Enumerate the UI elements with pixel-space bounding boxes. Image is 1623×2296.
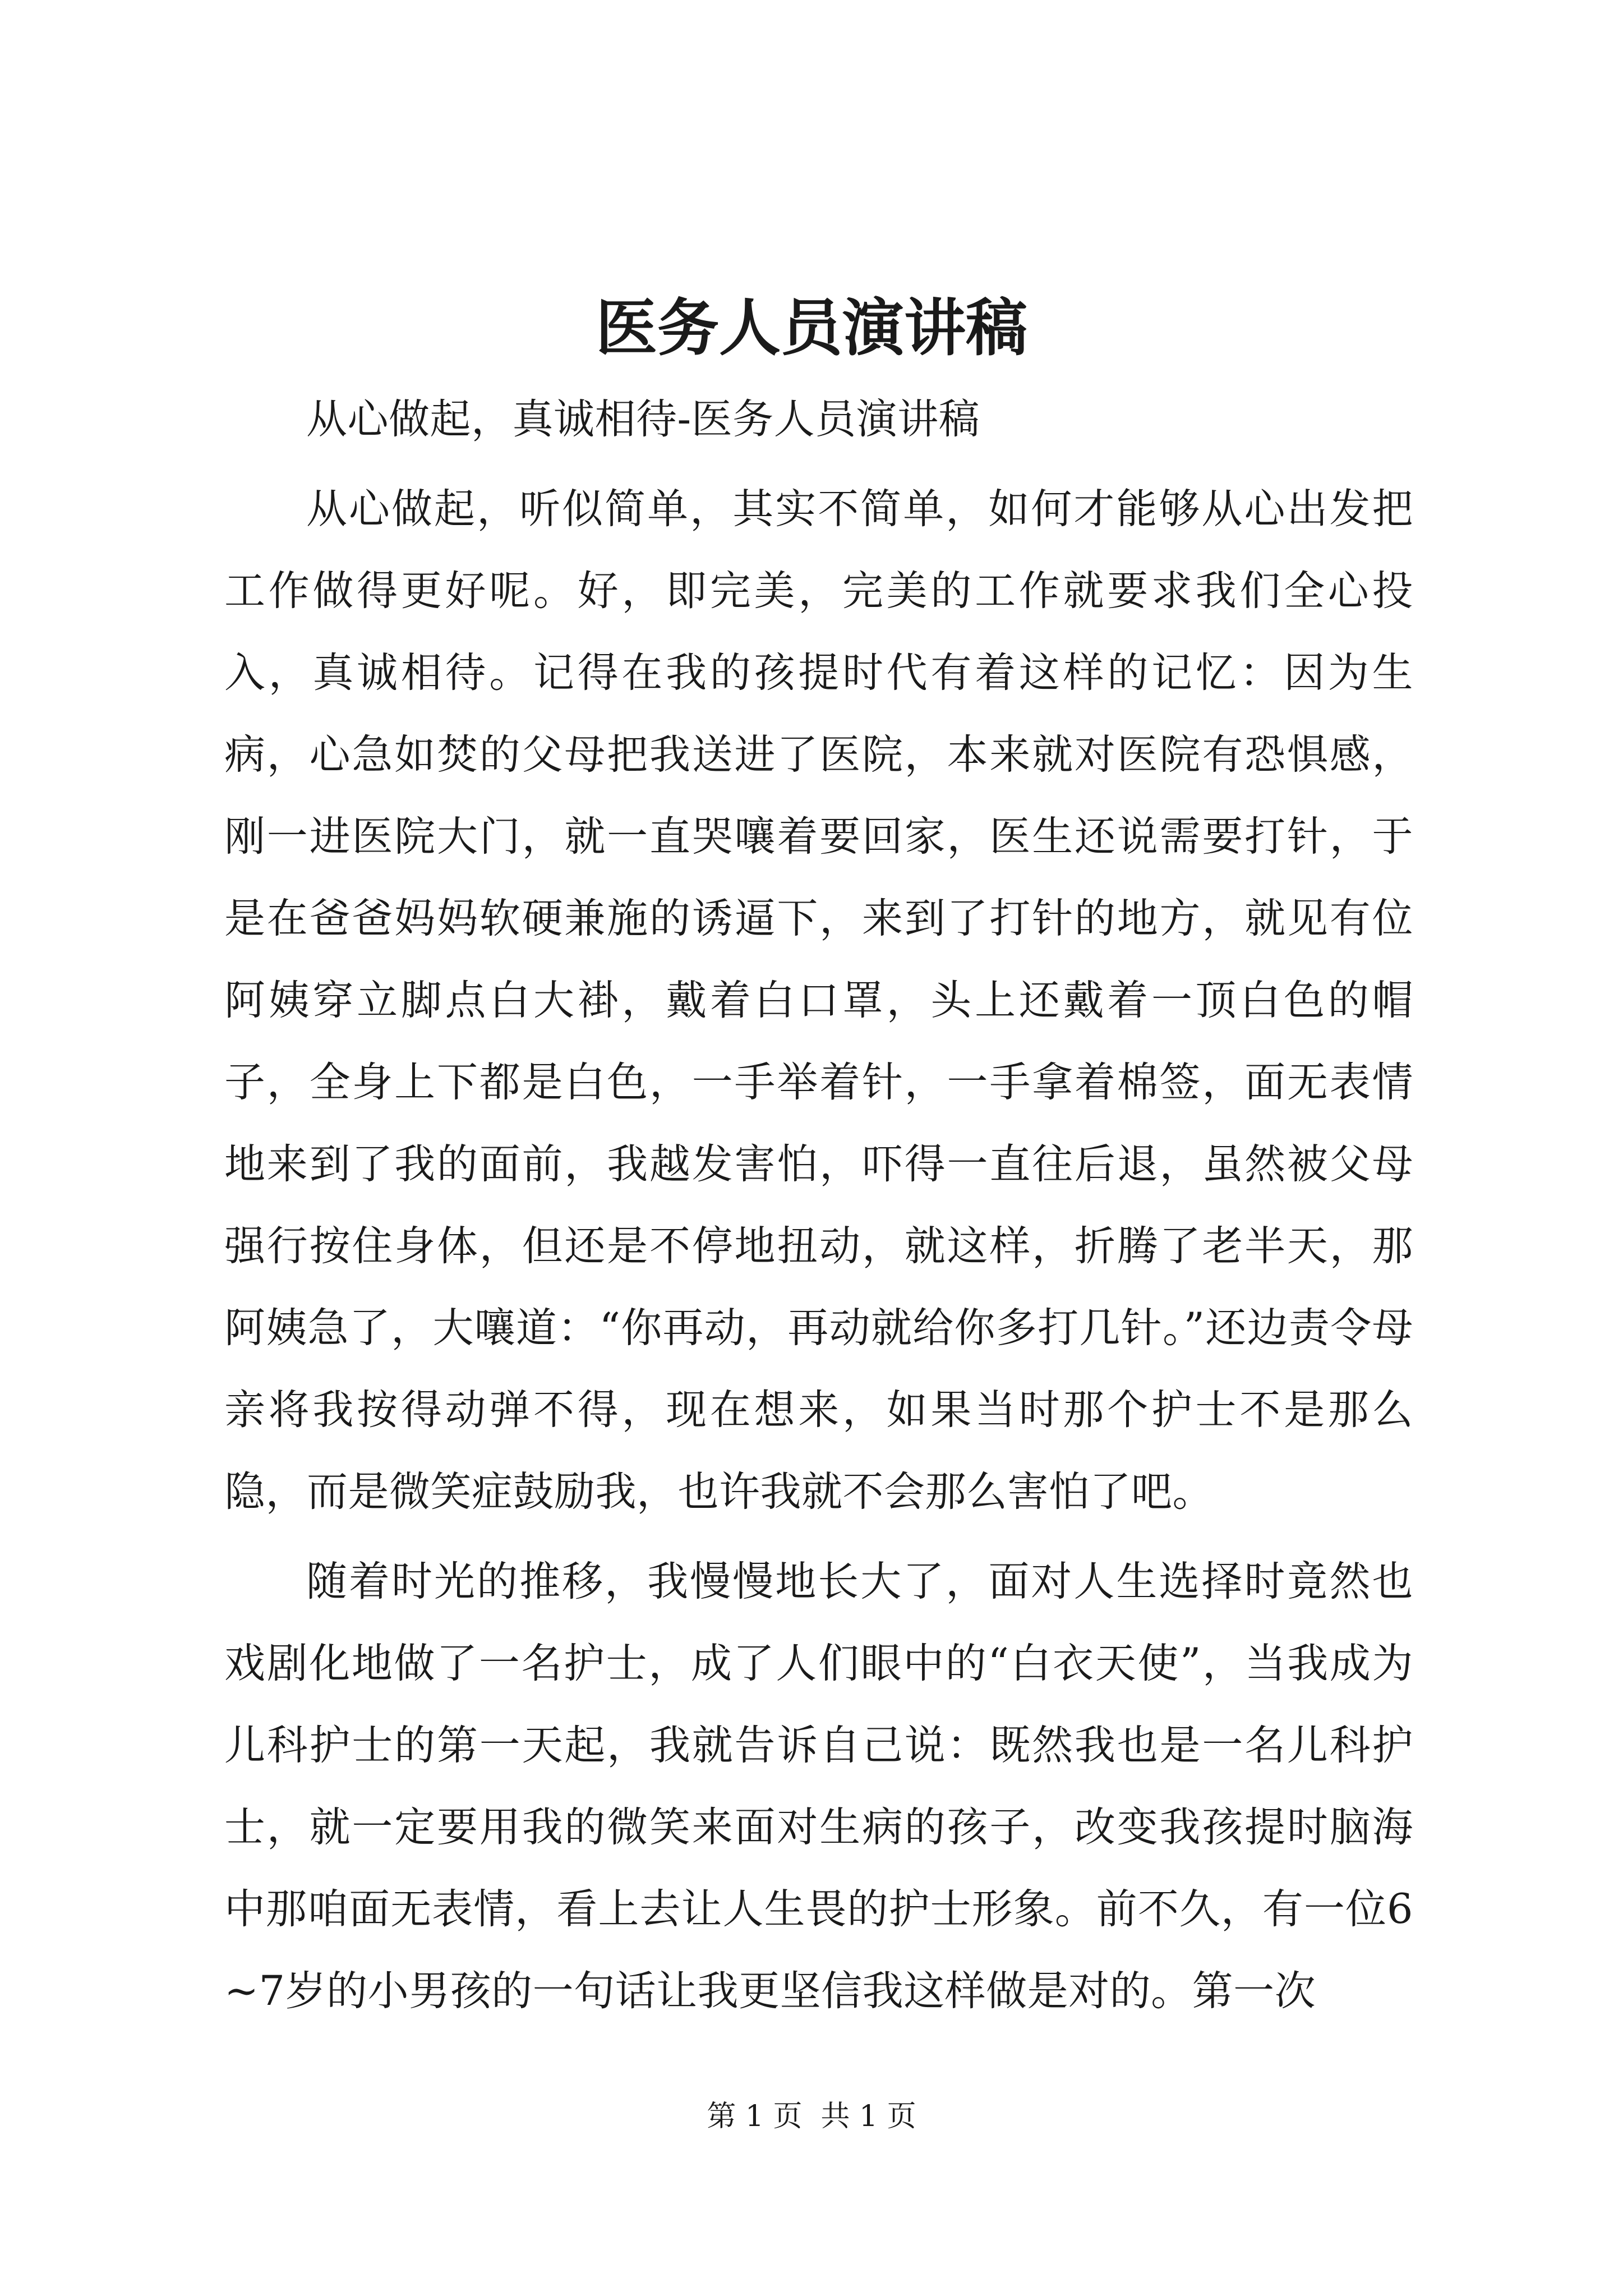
- body-paragraph: 随着时光的推移，我慢慢地长大了，面对人生选择时竟然也戏剧化地做了一名护士，成了人们眼中的“白衣天使”，当我成为儿科护士的第一天起，我就告诉自己说：既然我也是一名儿科护士，就一定要用我的微笑来面对生病的孩子，改变我孩提时脑海中那咱面无表情，看上去让人生畏的护士形象。前不久，有一位6~7岁的小男孩的一句话让我更坚信我这样做是对的。第一次: [224, 1558, 1413, 2015]
- page-footer: [0, 2097, 1623, 2136]
- body-paragraph: 从心做起，听似简单，其实不简单，如何才能够从心出发把工作做得更好呢。好，即完美，完美的工作就要求我们全心投入，真诚相待。记得在我的孩提时代有着这样的记忆：因为生病，心急如焚的父母把我送进了医院，本来就对医院有恐惧感，刚一进医院大门，就一直哭嚷着要回家，医生还说需要打针，于是在爸爸妈妈软硬兼施的诱逼下，来到了打针的地方，就见有位阿姨穿立脚点白大褂，戴着白口罩，头上还戴着一顶白色的帽子，全身上下都是白色，一手举着针，一手拿着棉签，面无表情地来到了我的面前，我越发害怕，吓得一直往后退，虽然被父母强行按住身体，但还是不停地扭动，就这样，折腾了老半天，那阿姨急了，大嚷道：“你再动，再动就给你多打几针。”还边责令母亲将我按得动弹不得，现在想来，如果当时那个护士不是那么隐，而是微笑症鼓励我，也许我就不会那么害怕了吧。: [224, 485, 1413, 1516]
- subtitle-paragraph: 从心做起，真诚相待-医务人员演讲稿: [306, 395, 980, 443]
- document-title: 医务人员演讲稿: [596, 292, 1027, 364]
- document-body: [224, 379, 1413, 2032]
- page-number-label: 第 1 页 共 1 页: [707, 2100, 916, 2133]
